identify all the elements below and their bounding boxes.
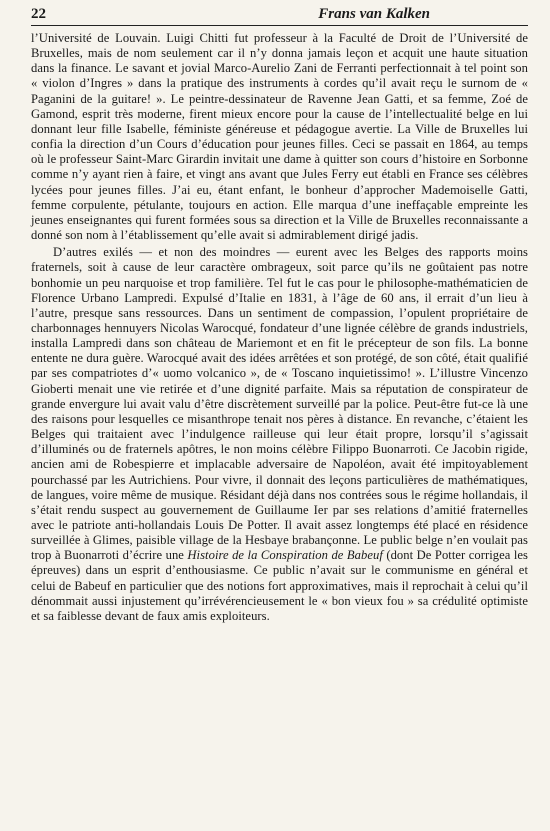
book-title-italic: Histoire de la Conspiration de Babeuf	[187, 548, 383, 563]
paragraph-2-text-a: D’autres exilés — et non des moindres — eurent avec les Belges des rapports moins fraternels, soit à cause de leur caractère ombrageux, soit parce qu’ils ne goûtaient pas notre bonhomie un peu narquoise et trop familière. Tel fut le cas pour le philosophe-mathématicien de Florence Urbano Lampredi. Expulsé d’Italie en 1831, à l’âge de 60 ans, il errait d’un lieu à l’autre, presque sans ressources. Dans un sentiment de compassion, l’opulent propriétaire de charbonnages hennuyers Nicolas Warocqué, fondateur d’une lignée célèbre de grands industriels, installa Lampredi dans son château de Mariemont et en fit le précepteur de son fils. La bonne entente ne dura guère. Warocqué avait des idées arrêtées et son protégé, de son côté, était qualifié par ses compatriotes d’« uomo volcanico », de « Toscano inquietissimo! ». L’illustre Vincenzo Gioberti menait une vie retirée et d’une dignité parfaite. Mais sa réputation de conspirateur de grande envergure lui avait valu d’être discrètement surveillé par la police. Peut-être fut-ce là une des raisons pour lesquelles ce misanthrope tenait nos pères à distance. En revanche, c’étaient les Belges qui traitaient avec l’indulgence railleuse qui leur était propre, lorsqu’il s’agissait d’illuminés ou de fraternels apôtres, le non moins célèbre Filippo Buonarroti. Ce Jacobin rigide, ancien ami de Robespierre et implacable adversaire de Napoléon, avait été impitoyablement pourchassé par les Autrichiens. Pour vivre, il donnait des leçons particulières de mathématiques, de langues, voire même de musique. Résidant déjà dans nos contrées sous le régime hollandais, il s’était rendu suspect au gouvernement de Guillaume Ier par ses relations d’amitié fraternelles avec le patriote anti-hollandais Louis De Potter. Il avait assez longtemps été placé en résidence surveillée à Glimes, paisible village de la Hesbaye brabançonne. Le public belge n’en voulait pas trop à Buonarroti d’écrire une	[31, 245, 528, 563]
paragraph-2	[31, 245, 528, 624]
page-header	[31, 6, 528, 26]
paragraph-1: l’Université de Louvain. Luigi Chitti fut professeur à la Faculté de Droit de l’Université de Bruxelles, mais de nom seulement car il n’y donna jamais leçon et acquit une haute situation dans la finance. Le savant et jovial Marco-Aurelio Zani de Ferranti perfectionnait à tel point son « violon d’Ingres » dans la pratique des instruments à cordes qu’il avait reçu le surnom de « Paganini de la guitare! ». Le peintre-dessinateur de Ravenne Jean Gatti, et sa femme, Zoé de Gamond, esprit très moderne, firent mieux encore pour la cause de l’intellectualité belge en lui donnant leur fille Isabelle, féministe généreuse et pédagogue avertie. La Ville de Bruxelles lui confia la direction d’un Cours d’éducation pour jeunes filles. Ceci se passait en 1864, au temps où le professeur Saint-Marc Girardin invitait une dame à quitter son cours d’histoire en Sorbonne comme n’y ayant rien à faire, et vingt ans avant que Jules Ferry eut établi en France ses célèbres lycées pour jeunes filles. J’ai eu, étant enfant, le bonheur d’approcher Mademoiselle Gatti, femme corpulente, pétulante, toujours en action. Elle marqua d’une ineffaçable empreinte les jeunes enseignantes qui furent formées sous sa direction et la Ville de Bruxelles reconnaissante a donné son nom à l’établissement qu’elle avait si admirablement dirigé jadis.	[31, 31, 528, 243]
page-number: 22	[31, 6, 46, 22]
running-title: Frans van Kalken	[318, 6, 430, 22]
paragraph-2-text-b: (dont De Potter corrigea les épreuves) dans un esprit d’enthousiasme. Ce public n’avait sur le communisme en général et celui de Babeuf en particulier que des notions fort approximatives, mais il reprochait à celui qu’il dénommait aussi injustement qu’irrévérencieusement le « bon vieux fou » sa crédulité optimiste et sa faiblesse devant de faux amis exploiteurs.	[31, 548, 528, 623]
